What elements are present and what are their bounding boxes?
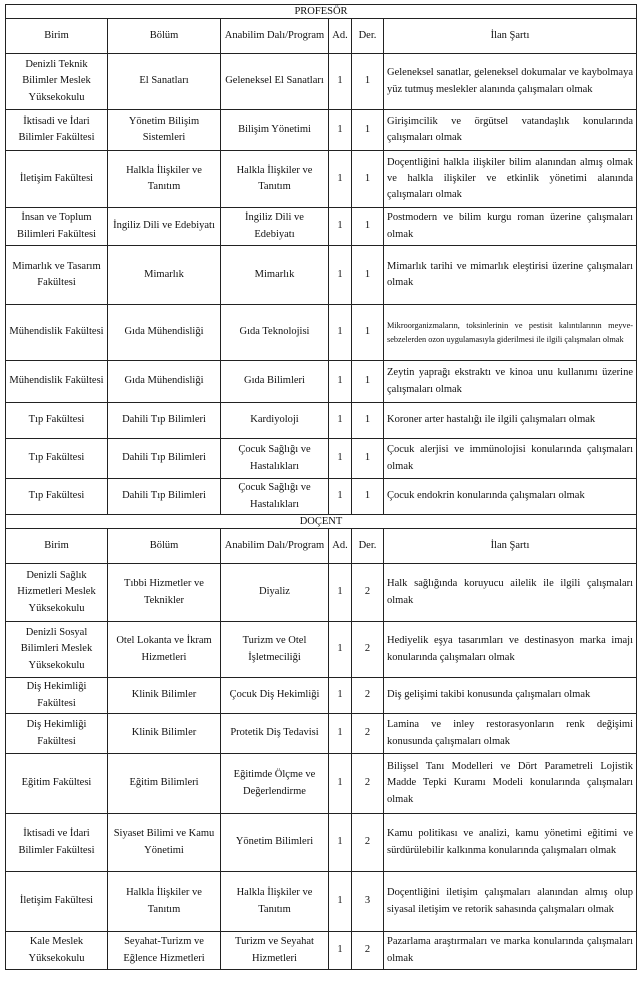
- column-header: Der.: [352, 529, 384, 564]
- ilan-sarti-cell: Lamina ve inley restorasyonların renk değişimi konusunda çalışmaları olmak: [384, 714, 637, 754]
- ilan-sarti-cell: Çocuk alerjisi ve immünolojisi konularında çalışmaları olmak: [384, 439, 637, 479]
- der-cell: 1: [352, 305, 384, 361]
- der-cell: 1: [352, 151, 384, 208]
- table-row: [6, 814, 637, 872]
- table-row: [6, 564, 637, 622]
- birim-cell: Tıp Fakültesi: [6, 479, 108, 515]
- ad-cell: 1: [329, 678, 352, 714]
- anabilim-cell: Halkla İlişkiler ve Tanıtım: [221, 872, 329, 932]
- ad-cell: 1: [329, 814, 352, 872]
- table-row: [6, 305, 637, 361]
- der-cell: 2: [352, 678, 384, 714]
- ad-cell: 1: [329, 305, 352, 361]
- anabilim-cell: Gıda Teknolojisi: [221, 305, 329, 361]
- anabilim-cell: Bilişim Yönetimi: [221, 110, 329, 151]
- bolum-cell: Dahili Tıp Bilimleri: [108, 403, 221, 439]
- table-row: [6, 479, 637, 515]
- column-header: Ad.: [329, 529, 352, 564]
- table-row: [6, 208, 637, 246]
- bolum-cell: Tıbbi Hizmetler ve Teknikler: [108, 564, 221, 622]
- header-row: [6, 19, 637, 54]
- ad-cell: 1: [329, 564, 352, 622]
- bolum-cell: Otel Lokanta ve İkram Hizmetleri: [108, 622, 221, 678]
- ilan-sarti-cell: Kamu politikası ve analizi, kamu yönetimi eğitimi ve sürdürülebilir kalkınma konularında çalışmaları olmak: [384, 814, 637, 872]
- anabilim-cell: Çocuk Diş Hekimliği: [221, 678, 329, 714]
- der-cell: 2: [352, 932, 384, 970]
- column-header: Ad.: [329, 19, 352, 54]
- table-row: [6, 872, 637, 932]
- table-row: [6, 246, 637, 305]
- birim-cell: Mühendislik Fakültesi: [6, 305, 108, 361]
- column-header: İlan Şartı: [384, 19, 637, 54]
- bolum-cell: Siyaset Bilimi ve Kamu Yönetimi: [108, 814, 221, 872]
- der-cell: 2: [352, 564, 384, 622]
- column-header: Anabilim Dalı/Program: [221, 19, 329, 54]
- birim-cell: Kale Meslek Yüksekokulu: [6, 932, 108, 970]
- ilan-sarti-cell: Doçentliğini iletişim çalışmaları alanından almış olup siyasal iletişim ve retorik sahasında çalışmaları olmak: [384, 872, 637, 932]
- bolum-cell: Dahili Tıp Bilimleri: [108, 439, 221, 479]
- table-row: [6, 403, 637, 439]
- birim-cell: Denizli Sosyal Bilimleri Meslek Yüksekokulu: [6, 622, 108, 678]
- birim-cell: İktisadi ve İdari Bilimler Fakültesi: [6, 110, 108, 151]
- column-header: Birim: [6, 529, 108, 564]
- anabilim-cell: Eğitimde Ölçme ve Değerlendirme: [221, 754, 329, 814]
- birim-cell: Tıp Fakültesi: [6, 403, 108, 439]
- anabilim-cell: Protetik Diş Tedavisi: [221, 714, 329, 754]
- table-row: [6, 678, 637, 714]
- birim-cell: İnsan ve Toplum Bilimleri Fakültesi: [6, 208, 108, 246]
- ilan-sarti-cell: Diş gelişimi takibi konusunda çalışmaları olmak: [384, 678, 637, 714]
- bolum-cell: Seyahat-Turizm ve Eğlence Hizmetleri: [108, 932, 221, 970]
- job-posting-table: [5, 4, 637, 970]
- ad-cell: 1: [329, 754, 352, 814]
- anabilim-cell: İngiliz Dili ve Edebiyatı: [221, 208, 329, 246]
- bolum-cell: Halkla İlişkiler ve Tanıtım: [108, 872, 221, 932]
- anabilim-cell: Çocuk Sağlığı ve Hastalıkları: [221, 439, 329, 479]
- ilan-sarti-cell: Girişimcilik ve örgütsel vatandaşlık konularında çalışmaları olmak: [384, 110, 637, 151]
- der-cell: 3: [352, 872, 384, 932]
- der-cell: 1: [352, 439, 384, 479]
- section-title-row: [6, 515, 637, 529]
- bolum-cell: Halkla İlişkiler ve Tanıtım: [108, 151, 221, 208]
- ilan-sarti-cell: Çocuk endokrin konularında çalışmaları olmak: [384, 479, 637, 515]
- der-cell: 1: [352, 403, 384, 439]
- ad-cell: 1: [329, 622, 352, 678]
- der-cell: 1: [352, 54, 384, 110]
- table-row: [6, 714, 637, 754]
- ilan-sarti-cell: Doçentliğini halkla ilişkiler bilim alanından almış olmak ve halkla ilişkiler ve etkinlik yönetimi alanında çalışmaları olmak: [384, 151, 637, 208]
- ilan-sarti-cell: Zeytin yaprağı ekstraktı ve kinoa unu kullanımı üzerine çalışmaları olmak: [384, 361, 637, 403]
- ad-cell: 1: [329, 208, 352, 246]
- bolum-cell: Mimarlık: [108, 246, 221, 305]
- ilan-sarti-cell: Mimarlık tarihi ve mimarlık eleştirisi üzerine çalışmaları olmak: [384, 246, 637, 305]
- bolum-cell: Klinik Bilimler: [108, 714, 221, 754]
- column-header: Bölüm: [108, 19, 221, 54]
- table-row: [6, 110, 637, 151]
- birim-cell: Eğitim Fakültesi: [6, 754, 108, 814]
- ilan-sarti-cell: Bilişsel Tanı Modelleri ve Dört Parametreli Lojistik Madde Tepki Kuramı Modeli konularında çalışmaları olmak: [384, 754, 637, 814]
- der-cell: 2: [352, 714, 384, 754]
- ad-cell: 1: [329, 54, 352, 110]
- birim-cell: Diş Hekimliği Fakültesi: [6, 678, 108, 714]
- ilan-sarti-cell: Pazarlama araştırmaları ve marka konularında çalışmaları olmak: [384, 932, 637, 970]
- der-cell: 1: [352, 208, 384, 246]
- ilan-sarti-cell: Koroner arter hastalığı ile ilgili çalışmaları olmak: [384, 403, 637, 439]
- anabilim-cell: Turizm ve Otel İşletmeciliği: [221, 622, 329, 678]
- column-header: Der.: [352, 19, 384, 54]
- ad-cell: 1: [329, 361, 352, 403]
- bolum-cell: Eğitim Bilimleri: [108, 754, 221, 814]
- ad-cell: 1: [329, 714, 352, 754]
- birim-cell: Mühendislik Fakültesi: [6, 361, 108, 403]
- birim-cell: Tıp Fakültesi: [6, 439, 108, 479]
- ilan-sarti-cell: Geleneksel sanatlar, geleneksel dokumalar ve kaybolmaya yüz tutmuş meslekler alanında çalışmaları olmak: [384, 54, 637, 110]
- der-cell: 1: [352, 110, 384, 151]
- bolum-cell: Dahili Tıp Bilimleri: [108, 479, 221, 515]
- der-cell: 2: [352, 622, 384, 678]
- bolum-cell: El Sanatları: [108, 54, 221, 110]
- birim-cell: İktisadi ve İdari Bilimler Fakültesi: [6, 814, 108, 872]
- ad-cell: 1: [329, 439, 352, 479]
- table-row: [6, 622, 637, 678]
- anabilim-cell: Gıda Bilimleri: [221, 361, 329, 403]
- anabilim-cell: Halkla İlişkiler ve Tanıtım: [221, 151, 329, 208]
- table-row: [6, 439, 637, 479]
- column-header: Anabilim Dalı/Program: [221, 529, 329, 564]
- ad-cell: 1: [329, 110, 352, 151]
- ilan-sarti-cell: Halk sağlığında koruyucu ailelik ile ilgili çalışmaları olmak: [384, 564, 637, 622]
- ilan-sarti-cell: Hediyelik eşya tasarımları ve destinasyon marka imajı konularında çalışmaları olmak: [384, 622, 637, 678]
- ad-cell: 1: [329, 246, 352, 305]
- section-title-row: [6, 5, 637, 19]
- table-row: [6, 151, 637, 208]
- anabilim-cell: Geleneksel El Sanatları: [221, 54, 329, 110]
- der-cell: 1: [352, 361, 384, 403]
- der-cell: 2: [352, 754, 384, 814]
- anabilim-cell: Çocuk Sağlığı ve Hastalıkları: [221, 479, 329, 515]
- ad-cell: 1: [329, 403, 352, 439]
- der-cell: 1: [352, 479, 384, 515]
- table-row: [6, 932, 637, 970]
- table-row: [6, 361, 637, 403]
- ad-cell: 1: [329, 479, 352, 515]
- birim-cell: Denizli Teknik Bilimler Meslek Yüksekokulu: [6, 54, 108, 110]
- anabilim-cell: Mimarlık: [221, 246, 329, 305]
- birim-cell: İletişim Fakültesi: [6, 872, 108, 932]
- header-row: [6, 529, 637, 564]
- birim-cell: Diş Hekimliği Fakültesi: [6, 714, 108, 754]
- anabilim-cell: Turizm ve Seyahat Hizmetleri: [221, 932, 329, 970]
- section-title: DOÇENT: [6, 515, 637, 529]
- bolum-cell: İngiliz Dili ve Edebiyatı: [108, 208, 221, 246]
- ilan-sarti-cell: Mikroorganizmaların, toksinlerinin ve pestisit kalıntılarının meyve-sebzelerden ozon uygulamasıyla giderilmesi ile ilgili çalışmaları olmak: [384, 305, 637, 361]
- table-row: [6, 754, 637, 814]
- birim-cell: Mimarlık ve Tasarım Fakültesi: [6, 246, 108, 305]
- der-cell: 2: [352, 814, 384, 872]
- der-cell: 1: [352, 246, 384, 305]
- birim-cell: İletişim Fakültesi: [6, 151, 108, 208]
- section-title: PROFESÖR: [6, 5, 637, 19]
- anabilim-cell: Kardiyoloji: [221, 403, 329, 439]
- column-header: Bölüm: [108, 529, 221, 564]
- anabilim-cell: Yönetim Bilimleri: [221, 814, 329, 872]
- bolum-cell: Gıda Mühendisliği: [108, 305, 221, 361]
- anabilim-cell: Diyaliz: [221, 564, 329, 622]
- ilan-sarti-cell: Postmodern ve bilim kurgu roman üzerine çalışmaları olmak: [384, 208, 637, 246]
- column-header: İlan Şartı: [384, 529, 637, 564]
- ad-cell: 1: [329, 932, 352, 970]
- ad-cell: 1: [329, 151, 352, 208]
- column-header: Birim: [6, 19, 108, 54]
- bolum-cell: Yönetim Bilişim Sistemleri: [108, 110, 221, 151]
- table-row: [6, 54, 637, 110]
- birim-cell: Denizli Sağlık Hizmetleri Meslek Yüksekokulu: [6, 564, 108, 622]
- bolum-cell: Klinik Bilimler: [108, 678, 221, 714]
- bolum-cell: Gıda Mühendisliği: [108, 361, 221, 403]
- ad-cell: 1: [329, 872, 352, 932]
